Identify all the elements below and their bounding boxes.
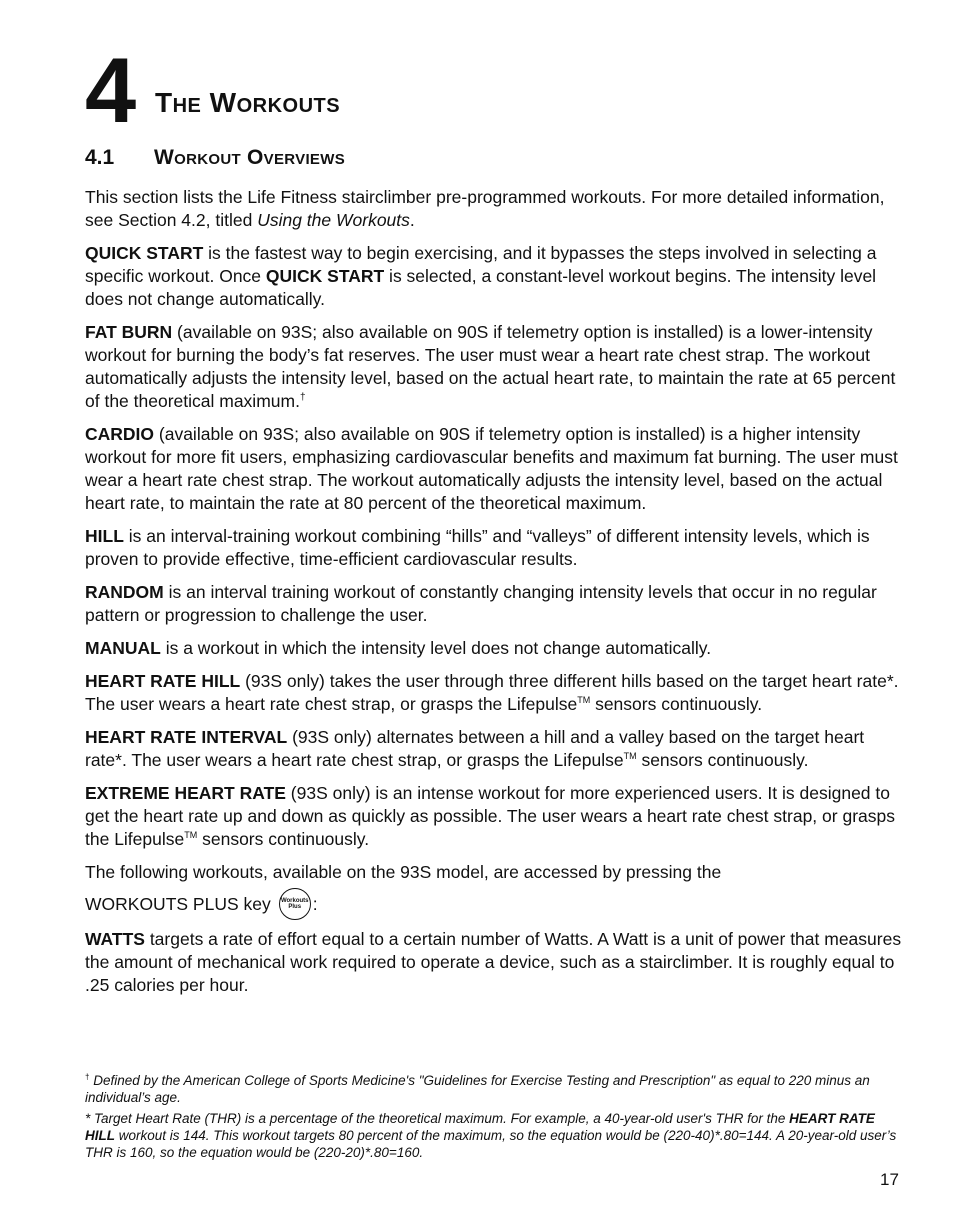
workout-description: (93S only) takes the user through three different hills based on the target heart rate*. The user wears a heart rate chest strap, or grasps the Lifepulse xyxy=(85,671,899,714)
dagger-footnote-text: Defined by the American College of Sports Medicine's "Guidelines for Exercise Testing and Prescription" as equal to 220 minus an individual’s age. xyxy=(85,1073,870,1105)
workout-name: HEART RATE HILL xyxy=(85,671,241,691)
star-footnote-text-end: workout is 144. This workout targets 80 percent of the maximum, so the equation would be (220-40)*.80=144. A 20-year-old user’s THR is 160, so the equation would be (220-20)*.80=160. xyxy=(85,1128,897,1160)
chapter-title: The Workouts xyxy=(155,87,341,118)
workout-name: QUICK START xyxy=(85,243,204,263)
trademark-mark: TM xyxy=(184,830,198,841)
dagger-mark: † xyxy=(85,1072,90,1082)
following-paragraph xyxy=(85,861,903,884)
workout-name: EXTREME HEART RATE xyxy=(85,783,286,803)
section-reference: Using the Workouts xyxy=(257,210,410,230)
workout-description: is the fastest way to begin exercising, and it bypasses the steps involved in selecting a specific workout. Once xyxy=(85,243,877,286)
extreme-heart-rate-paragraph xyxy=(85,782,903,851)
manual-paragraph xyxy=(85,637,903,660)
workout-description: is an interval training workout of constantly changing intensity levels that occur in no regular pattern or progression to challenge the user. xyxy=(85,582,877,625)
heart-rate-interval-paragraph xyxy=(85,726,903,772)
intro-text: This section lists the Life Fitness stairclimber pre-programmed workouts. For more detailed information, see Section 4.2, titled xyxy=(85,187,885,230)
workout-name: FAT BURN xyxy=(85,322,173,342)
workout-description: (available on 93S; also available on 90S if telemetry option is installed) is a lower-intensity workout for burning the body’s fat reserves. The user must wear a heart rate chest strap. The workout automatically adjusts the intensity level, based on the actual heart rate, to maintain the rate at 65 percent of the theoretical maximum. xyxy=(85,322,896,411)
trademark-mark: TM xyxy=(623,751,637,762)
workout-description-end: sensors continuously. xyxy=(636,750,809,770)
workout-description: (93S only) alternates between a hill and a valley based on the target heart rate*. The user wears a heart rate chest strap, or grasps the Lifepulse xyxy=(85,727,865,770)
cardio-paragraph xyxy=(85,423,903,515)
workout-description-end: sensors continuously. xyxy=(197,829,370,849)
star-footnote-workout: HEART RATE HILL xyxy=(85,1111,875,1143)
star-footnote-text: * Target Heart Rate (THR) is a percentage of the theoretical maximum. For example, a 40-year-old user's THR for the xyxy=(85,1111,790,1126)
quick-start-paragraph xyxy=(85,242,903,311)
dagger-footnote xyxy=(85,1072,903,1106)
workout-description: targets a rate of effort equal to a certain number of Watts. A Watt is a unit of power that measures the amount of mechanical work required to operate a device, such as a stairclimber. It is roughly equal to .25 calories per hour. xyxy=(85,929,902,995)
colon: : xyxy=(312,893,318,914)
fat-burn-paragraph xyxy=(85,321,903,413)
footnotes xyxy=(85,1072,903,1165)
workout-description-end: sensors continuously. xyxy=(590,694,763,714)
workout-description-end: is selected, a constant-level workout begins. The intensity level does not change automatically. xyxy=(85,266,877,309)
page-number: 17 xyxy=(880,1170,899,1189)
heart-rate-hill-paragraph xyxy=(85,670,903,716)
random-paragraph xyxy=(85,581,903,627)
workout-name: MANUAL xyxy=(85,638,161,658)
workout-name: RANDOM xyxy=(85,582,164,602)
dagger-mark: † xyxy=(299,392,306,404)
workout-name: HILL xyxy=(85,526,124,546)
intro-paragraph xyxy=(85,186,903,232)
workouts-plus-key-line xyxy=(85,888,903,920)
trademark-mark: TM xyxy=(577,695,591,706)
following-text: The following workouts, available on the 93S model, are accessed by pressing the xyxy=(85,862,722,882)
workout-name: WATTS xyxy=(85,929,145,949)
workout-description: is an interval-training workout combining “hills” and “valleys” of different intensity levels, which is proven to provide effective, time-efficient cardiovascular results. xyxy=(85,526,870,569)
chapter-number: 4 xyxy=(85,40,137,142)
key-icon-line2: Plus xyxy=(288,904,302,910)
workouts-plus-key-icon xyxy=(279,888,311,920)
workout-description: (93S only) is an intense workout for more experienced users. It is designed to get the heart rate up and down as quickly as possible. The user wears a heart rate chest strap, or grasps the Lifepulse xyxy=(85,783,895,849)
section-number: 4.1 xyxy=(85,146,115,169)
star-footnote xyxy=(85,1110,903,1161)
workout-name-inline: QUICK START xyxy=(265,266,385,286)
hill-paragraph xyxy=(85,525,903,571)
workout-description: (available on 93S; also available on 90S if telemetry option is installed) is a higher intensity workout for more fit users, emphasizing cardiovascular benefits and maximum fat burning. The user must wear a heart rate chest strap. The workout automatically adjusts the intensity level, based on the actual heart rate, to maintain the rate at 80 percent of the theoretical maximum. xyxy=(85,424,898,513)
section-title: Workout Overviews xyxy=(154,146,345,169)
key-icon-line1: Workouts xyxy=(280,898,309,904)
workouts-plus-key-label: WORKOUTS PLUS key xyxy=(85,893,271,914)
workout-description: is a workout in which the intensity level does not change automatically. xyxy=(160,638,712,658)
intro-end: . xyxy=(409,210,415,230)
workout-name: CARDIO xyxy=(85,424,155,444)
workout-name: HEART RATE INTERVAL xyxy=(85,727,288,747)
body-text xyxy=(85,186,903,1007)
section-heading xyxy=(85,146,345,170)
watts-paragraph xyxy=(85,928,903,997)
